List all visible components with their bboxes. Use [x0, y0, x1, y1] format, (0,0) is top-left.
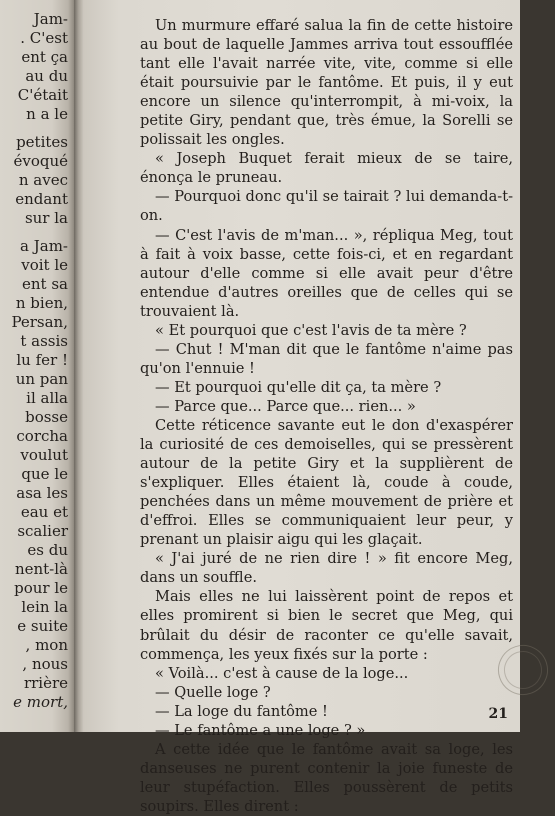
page-body — [140, 16, 513, 816]
paragraph: — Chut ! M'man dit que le fantôme n'aime pas qu'on l'ennuie ! — [140, 340, 513, 377]
left-fragment: Persan, — [11, 313, 68, 331]
paragraph: — La loge du fantôme ! — [155, 702, 328, 720]
paragraph: — Quelle loge ? — [155, 683, 271, 701]
left-fragment: Jam- — [33, 10, 68, 28]
paragraph: « Joseph Buquet ferait mieux de se taire, énonça le pruneau. — [140, 150, 513, 187]
paragraph: — Et pourquoi qu'elle dit ça, ta mère ? — [155, 378, 442, 396]
left-fragment: asa les — [16, 484, 68, 502]
left-fragment: scalier — [17, 522, 68, 540]
left-fragment: eau et — [20, 503, 68, 521]
left-fragment: C'était — [17, 86, 68, 104]
book-gutter — [74, 0, 84, 732]
left-fragment: petites — [16, 133, 68, 151]
left-fragment: lu fer ! — [16, 351, 68, 369]
paragraph: Cette réticence savante eut le don d'exaspérer la curiosité de ces demoiselles, qui se pressèrent autour de la petite Giry et la supplièrent de s'expliquer. Elles étaient là, coude à coude, penchées dans un même mouvement de prière et d'effroi. Elles se communiquaient leur peur, y prenant un plaisir aigu qui les glaçait. — [140, 416, 513, 549]
left-fragment: e suite — [17, 617, 68, 635]
left-fragment: que le — [21, 465, 68, 483]
paragraph: A cette idée que le fantôme avait sa loge, les danseuses ne purent contenir la joie funeste de leur stupéfaction. Elles poussèrent de petits soupirs. Elles dirent : — [140, 740, 513, 815]
paragraph: « J'ai juré de ne rien dire ! » fit encore Meg, dans un souffle. — [140, 550, 513, 587]
left-fragment: nent-là — [14, 560, 68, 578]
paragraph: « Voilà... c'est à cause de la loge... — [155, 664, 409, 682]
left-fragment: évoqué — [13, 152, 68, 170]
left-fragment: n avec — [18, 171, 68, 189]
paragraph: « Et pourquoi que c'est l'avis de ta mère ? — [155, 321, 467, 339]
left-fragment: pour le — [14, 579, 68, 597]
left-fragment: ent ça — [21, 48, 68, 66]
left-fragment: a Jam- — [20, 237, 68, 255]
paragraph: — Parce que... Parce que... rien... » — [155, 397, 416, 415]
left-fragment: voulut — [20, 446, 68, 464]
left-fragment: un pan — [15, 370, 68, 388]
left-fragment: bosse — [25, 408, 68, 426]
left-fragment: . C'est — [20, 29, 68, 47]
left-fragment: au du — [25, 67, 68, 85]
right-page — [84, 0, 520, 815]
left-fragment: , nous — [22, 655, 68, 673]
left-fragment: il alla — [26, 389, 68, 407]
left-fragment: corcha — [16, 427, 68, 445]
left-fragment: n a le — [26, 105, 68, 123]
left-page — [0, 0, 74, 732]
left-fragment: rrière — [23, 674, 68, 692]
left-fragment: endant — [15, 190, 68, 208]
paragraph: — C'est l'avis de m'man... », répliqua Meg, tout à fait à voix basse, cette fois-ci, et en regardant autour d'elle comme si elle avait peur d'être entendue d'autres oreilles que de celles qui se trouvaient là. — [140, 226, 513, 320]
left-fragment: ent sa — [22, 275, 68, 293]
paragraph: Mais elles ne lui laissèrent point de repos et elles promirent si bien le secret que Meg, qui brûlait du désir de raconter ce qu'elle savait, commença, les yeux fixés sur la porte : — [140, 588, 513, 663]
left-fragment: voit le — [21, 256, 68, 274]
left-fragment: t assis — [20, 332, 68, 350]
paragraph: — Pourquoi donc qu'il se tairait ? lui demanda-t-on. — [140, 188, 513, 225]
left-fragment: es du — [27, 541, 68, 559]
page-number: 21 — [488, 706, 508, 722]
left-fragment: sur la — [24, 209, 68, 227]
left-fragment: lein la — [21, 598, 68, 616]
paragraph: — Le fantôme a une loge ? » — [155, 721, 366, 739]
left-fragment: n bien, — [15, 294, 68, 312]
left-fragment: e mort, — [13, 693, 68, 711]
left-fragment: , mon — [25, 636, 68, 654]
paragraph: Un murmure effaré salua la fin de cette histoire au bout de laquelle Jammes arriva tout essoufflée tant elle l'avait narrée vite, vite, comme si elle était poursuivie par le fantôme. Et puis, il y eut encore un silence qu'interrompit, à mi-voix, la petite Giry, pendant que, très émue, la Sorelli se polissait les ongles. — [140, 17, 513, 149]
